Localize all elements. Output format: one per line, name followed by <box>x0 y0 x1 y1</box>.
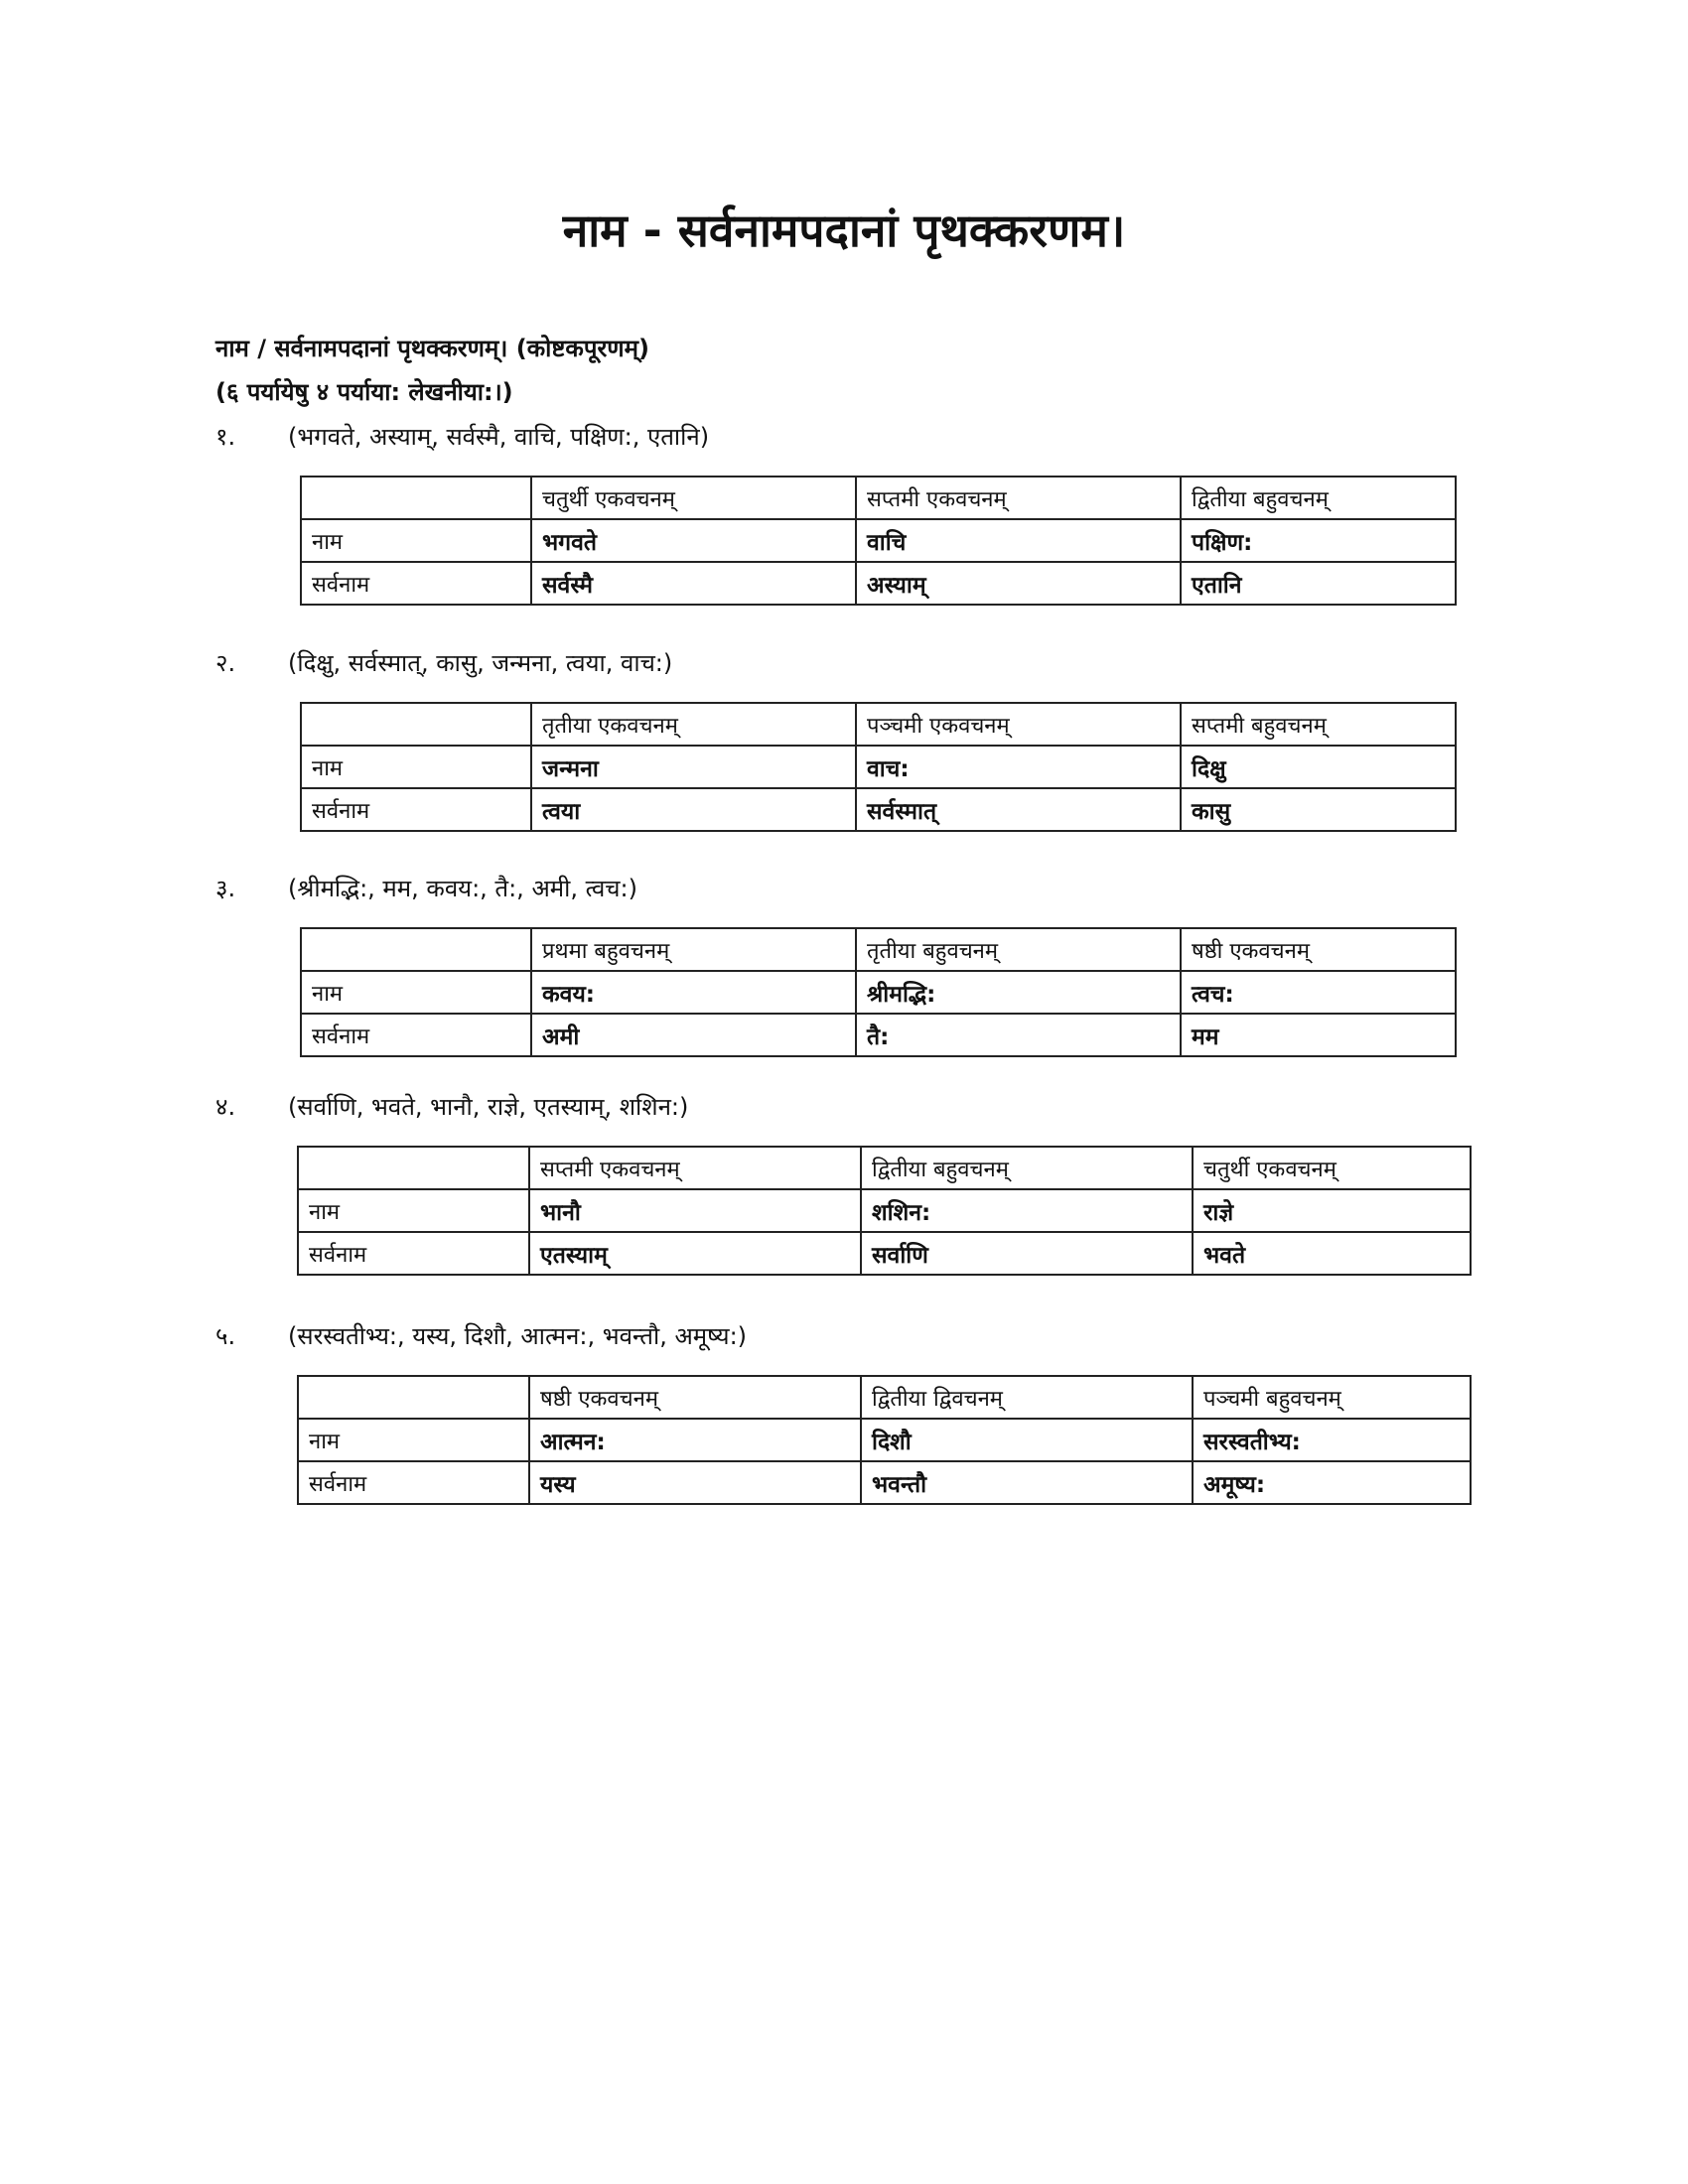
blank-corner-cell <box>301 477 531 519</box>
table-header-row <box>298 1147 1471 1189</box>
blank-corner-cell <box>301 928 531 971</box>
table-cell: भवते <box>1193 1232 1471 1275</box>
table-header-row <box>301 928 1456 971</box>
column-header: पञ्चमी बहुवचनम् <box>1193 1376 1471 1419</box>
instruction-line-1: नाम / सर्वनामपदानां पृथक्करणम्। (कोष्टकपूरणम्) <box>215 335 649 362</box>
exercise-header <box>211 1090 1501 1136</box>
exercise-number: २. <box>215 649 236 677</box>
table-cell: दिक्षु <box>1181 746 1456 788</box>
table-row-pronoun <box>298 1461 1471 1504</box>
table-row-pronoun <box>298 1232 1471 1275</box>
table-cell: कासु <box>1181 788 1456 831</box>
word-list: (सरस्वतीभ्य:, यस्य, दिशौ, आत्मन:, भवन्तौ, अमूष्य:) <box>288 1322 748 1350</box>
exercise-number: ३. <box>215 875 236 902</box>
table-cell: जन्मना <box>531 746 856 788</box>
table-cell: यस्य <box>529 1461 861 1504</box>
table-row-noun <box>301 746 1456 788</box>
table-row-pronoun <box>301 788 1456 831</box>
table-cell: भगवते <box>531 519 856 562</box>
column-header: सप्तमी एकवचनम् <box>856 477 1181 519</box>
column-header: तृतीया एकवचनम् <box>531 703 856 746</box>
table-header-row <box>301 477 1456 519</box>
exercise-2 <box>211 646 1501 825</box>
table-cell: भानौ <box>529 1189 861 1232</box>
table-cell: श्रीमद्भि: <box>856 971 1181 1014</box>
table-cell: राज्ञे <box>1193 1189 1471 1232</box>
table-cell: वाच: <box>856 746 1181 788</box>
answer-table <box>300 476 1457 606</box>
row-label: सर्वनाम <box>301 788 531 831</box>
answer-table <box>297 1375 1472 1505</box>
column-header: सप्तमी एकवचनम् <box>529 1147 861 1189</box>
answer-table <box>300 702 1457 832</box>
row-label: नाम <box>298 1419 529 1461</box>
row-label: सर्वनाम <box>301 1014 531 1056</box>
row-label: नाम <box>301 971 531 1014</box>
table-cell: शशिन: <box>861 1189 1193 1232</box>
answer-table <box>300 927 1457 1057</box>
table-cell: अमूष्य: <box>1193 1461 1471 1504</box>
table-cell: भवन्तौ <box>861 1461 1193 1504</box>
exercise-header <box>211 420 1501 466</box>
table-cell: अमी <box>531 1014 856 1056</box>
row-label: सर्वनाम <box>298 1232 529 1275</box>
exercise-header <box>211 1319 1501 1365</box>
column-header: द्वितीया बहुवचनम् <box>861 1147 1193 1189</box>
word-list: (भगवते, अस्याम्, सर्वस्मै, वाचि, पक्षिण:, एतानि) <box>288 423 710 451</box>
table-cell: तै: <box>856 1014 1181 1056</box>
exercise-1 <box>211 420 1501 599</box>
table-cell: एतानि <box>1181 562 1456 605</box>
word-list: (दिक्षु, सर्वस्मात्, कासु, जन्मना, त्वया, वाच:) <box>288 649 673 677</box>
table-header-row <box>298 1376 1471 1419</box>
column-header: षष्ठी एकवचनम् <box>529 1376 861 1419</box>
table-row-noun <box>298 1189 1471 1232</box>
row-label: नाम <box>301 519 531 562</box>
word-list: (सर्वाणि, भवते, भानौ, राज्ञे, एतस्याम्, शशिन:) <box>288 1093 689 1121</box>
exercise-header <box>211 646 1501 692</box>
table-header-row <box>301 703 1456 746</box>
instruction-line-2: (६ पर्यायेषु ४ पर्याया: लेखनीया:।) <box>215 378 513 406</box>
page-title: नाम - सर्वनामपदानां पृथक्करणम। <box>562 204 1126 257</box>
exercise-header <box>211 872 1501 917</box>
table-row-noun <box>301 519 1456 562</box>
table-cell: आत्मन: <box>529 1419 861 1461</box>
table-cell: मम <box>1181 1014 1456 1056</box>
column-header: पञ्चमी एकवचनम् <box>856 703 1181 746</box>
row-label: नाम <box>301 746 531 788</box>
table-row-noun <box>298 1419 1471 1461</box>
table-cell: त्वच: <box>1181 971 1456 1014</box>
table-row-pronoun <box>301 562 1456 605</box>
table-cell: कवय: <box>531 971 856 1014</box>
table-cell: सर्वाणि <box>861 1232 1193 1275</box>
column-header: प्रथमा बहुवचनम् <box>531 928 856 971</box>
table-cell: सर्वस्मै <box>531 562 856 605</box>
exercise-3 <box>211 872 1501 1050</box>
table-cell: दिशौ <box>861 1419 1193 1461</box>
column-header: सप्तमी बहुवचनम् <box>1181 703 1456 746</box>
answer-table <box>297 1146 1472 1276</box>
exercise-5 <box>211 1319 1501 1498</box>
table-cell: अस्याम् <box>856 562 1181 605</box>
row-label: सर्वनाम <box>301 562 531 605</box>
blank-corner-cell <box>301 703 531 746</box>
blank-corner-cell <box>298 1147 529 1189</box>
word-list: (श्रीमद्भि:, मम, कवय:, तै:, अमी, त्वच:) <box>288 875 637 902</box>
table-row-pronoun <box>301 1014 1456 1056</box>
row-label: नाम <box>298 1189 529 1232</box>
table-cell: सरस्वतीभ्य: <box>1193 1419 1471 1461</box>
exercise-number: ४. <box>215 1093 236 1121</box>
row-label: सर्वनाम <box>298 1461 529 1504</box>
table-cell: सर्वस्मात् <box>856 788 1181 831</box>
exercise-4 <box>211 1090 1501 1269</box>
column-header: द्वितीया बहुवचनम् <box>1181 477 1456 519</box>
column-header: तृतीया बहुवचनम् <box>856 928 1181 971</box>
exercise-number: ५. <box>215 1322 236 1350</box>
exercise-number: १. <box>215 423 236 451</box>
column-header: चतुर्थी एकवचनम् <box>531 477 856 519</box>
table-cell: एतस्याम् <box>529 1232 861 1275</box>
column-header: द्वितीया द्विवचनम् <box>861 1376 1193 1419</box>
blank-corner-cell <box>298 1376 529 1419</box>
table-cell: वाचि <box>856 519 1181 562</box>
table-row-noun <box>301 971 1456 1014</box>
table-cell: पक्षिण: <box>1181 519 1456 562</box>
column-header: चतुर्थी एकवचनम् <box>1193 1147 1471 1189</box>
table-cell: त्वया <box>531 788 856 831</box>
column-header: षष्ठी एकवचनम् <box>1181 928 1456 971</box>
